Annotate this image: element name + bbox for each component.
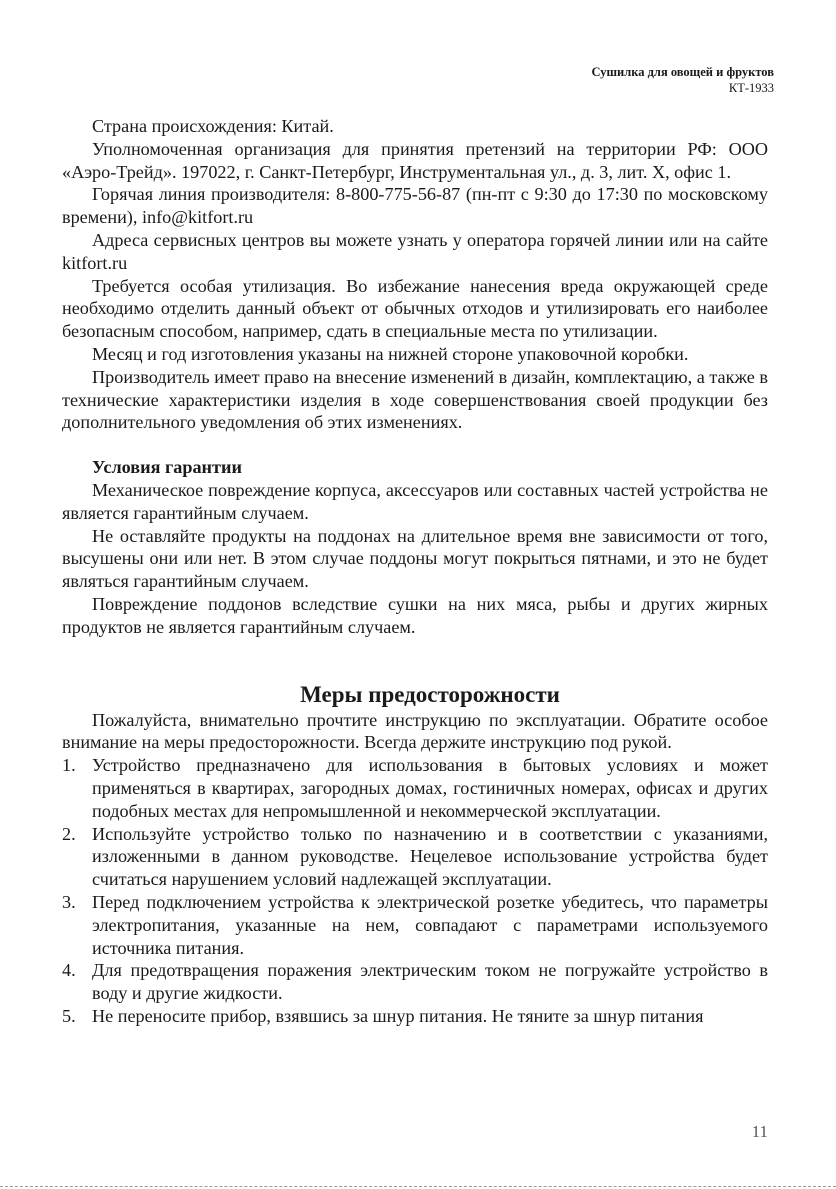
info-paragraph: Требуется особая утилизация. Во избежание нанесения вреда окружающей среде необходимо отделить данный объект от обычных отходов и утилизировать его наиболее безопасным способом, например, сдать в специальные места по утилизации. [62,275,768,342]
info-paragraph: Горячая линия производителя: 8-800-775-56-87 (пн-пт с 9:30 до 17:30 по московскому времени), info@kitfort.ru [62,184,768,228]
warranty-heading: Условия гарантии [92,457,242,478]
page-header [591,64,774,96]
info-paragraph: Производитель имеет право на внесение изменений в дизайн, комплектацию, а также в технические характеристики изделия в ходе совершенствования своей продукции без дополнительного уведомления об этих изменениях. [62,366,768,433]
warranty-paragraph: Повреждение поддонов вследствие сушки на них мяса, рыбы и других жирных продуктов не является гарантийным случаем. [62,593,768,637]
page-content [62,115,768,1028]
list-item [62,1005,768,1028]
list-item [62,754,768,822]
precautions-list [62,754,768,1028]
info-paragraph: Месяц и год изготовления указаны на нижней стороне упаковочной коробки. [92,343,689,364]
page-number: 11 [751,1122,768,1141]
info-paragraph: Страна происхождения: Китай. [92,116,334,136]
page-bottom-divider [0,1186,836,1187]
product-title: Сушилка для овощей и фруктов [591,65,774,79]
list-item-number: 2. [62,823,76,844]
list-item-number: 1. [62,755,76,776]
list-item-text: Перед подключением устройства к электрической розетке убедитесь, что параметры электропитания, указанные на нем, совпадают с параметрами используемого источника питания. [92,891,768,958]
precautions-intro: Пожалуйста, внимательно прочтите инструкцию по эксплуатации. Обратите особое внимание на меры предосторожности. Всегда держите инструкцию под рукой. [62,709,768,753]
list-item [62,959,768,1005]
info-paragraph: Уполномоченная организация для принятия претензий на территории РФ: ООО «Аэро-Трейд». 197022, г. Санкт-Петербург, Инструментальная ул., д. 3, лит. Х, офис 1. [62,138,768,182]
list-item-text: Используйте устройство только по назначению и в соответствии с указаниями, изложенными в данном руководстве. Нецелевое использование устройства будет считаться нарушением условий надлежащей эксплуатации. [92,823,768,890]
warranty-paragraph: Не оставляйте продукты на поддонах на длительное время вне зависимости от того, высушены они или нет. В этом случае поддоны могут покрыться пятнами, и это не будет являться гарантийным случаем. [62,525,768,592]
warranty-paragraph: Механическое повреждение корпуса, аксессуаров или составных частей устройства не является гарантийным случаем. [62,479,768,523]
list-item-text: Для предотвращения поражения электрическим током не погружайте устройство в воду и другие жидкости. [92,960,768,1004]
list-item-text: Не переносите прибор, взявшись за шнур питания. Не тяните за шнур питания [92,1005,704,1026]
list-item [62,823,768,891]
list-item-number: 4. [62,960,76,981]
info-paragraph: Адреса сервисных центров вы можете узнать у оператора горячей линии или на сайте kitfort.ru [62,229,768,273]
list-item-number: 3. [62,891,76,912]
precautions-heading: Меры предосторожности [300,681,560,707]
list-item-number: 5. [62,1005,76,1026]
list-item-text: Устройство предназначено для использования в бытовых условиях и может применяться в квартирах, загородных домах, гостиничных номерах, офисах и других подобных местах для непромышленной и некоммерческой эксплуатации. [92,755,768,821]
model-number: КТ-1933 [728,81,774,95]
list-item [62,891,768,959]
